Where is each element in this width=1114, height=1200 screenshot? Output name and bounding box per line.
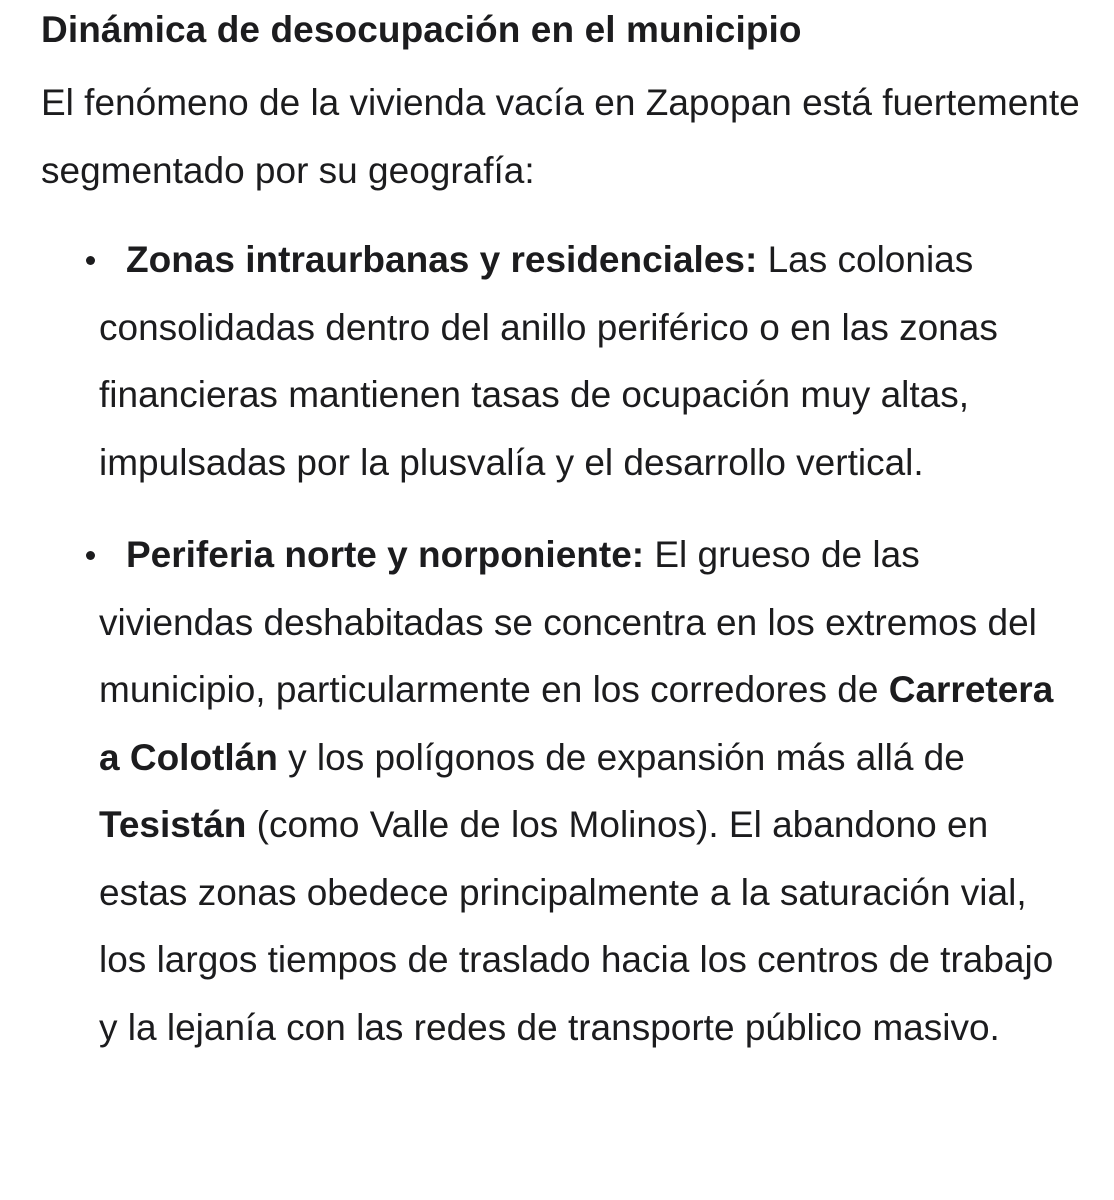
emphasis-text: Tesistán [99, 804, 247, 845]
bullet-lead-text: Zonas intraurbanas y residenciales: [126, 239, 758, 280]
bullet-icon [86, 256, 95, 265]
bullet-icon [86, 551, 95, 560]
emphasis-text: Carretera a Colotlán [99, 669, 1054, 778]
bullet-body-text: (como Valle de los Molinos). El abandono en estas zonas obedece principalmente a la saturación vial, los largos tiempos de traslado hacia los centros de trabajo y la lejanía con las redes de transporte público masivo. [99, 804, 1054, 1048]
list-item [0, 226, 1074, 496]
bullet-body-text: y los polígonos de expansión más allá de [277, 736, 965, 778]
bullet-lead-text: Periferia norte y norponiente: [126, 534, 645, 575]
bullet-list [0, 226, 1114, 1061]
bullet-body-text: Las colonias consolidadas dentro del anillo periférico o en las zonas financieras mantienen tasas de ocupación muy altas, impulsadas por la plusvalía y el desarrollo vertical. [99, 239, 998, 483]
list-item [0, 521, 1074, 1061]
section-heading: Dinámica de desocupación en el municipio [41, 9, 802, 50]
intro-paragraph: El fenómeno de la vivienda vacía en Zapopan está fuertemente segmentado por su geografía: [41, 82, 1080, 191]
bullet-body-text: El grueso de las viviendas deshabitadas se concentra en los extremos del municipio, particularmente en los corredores de [99, 534, 1037, 710]
